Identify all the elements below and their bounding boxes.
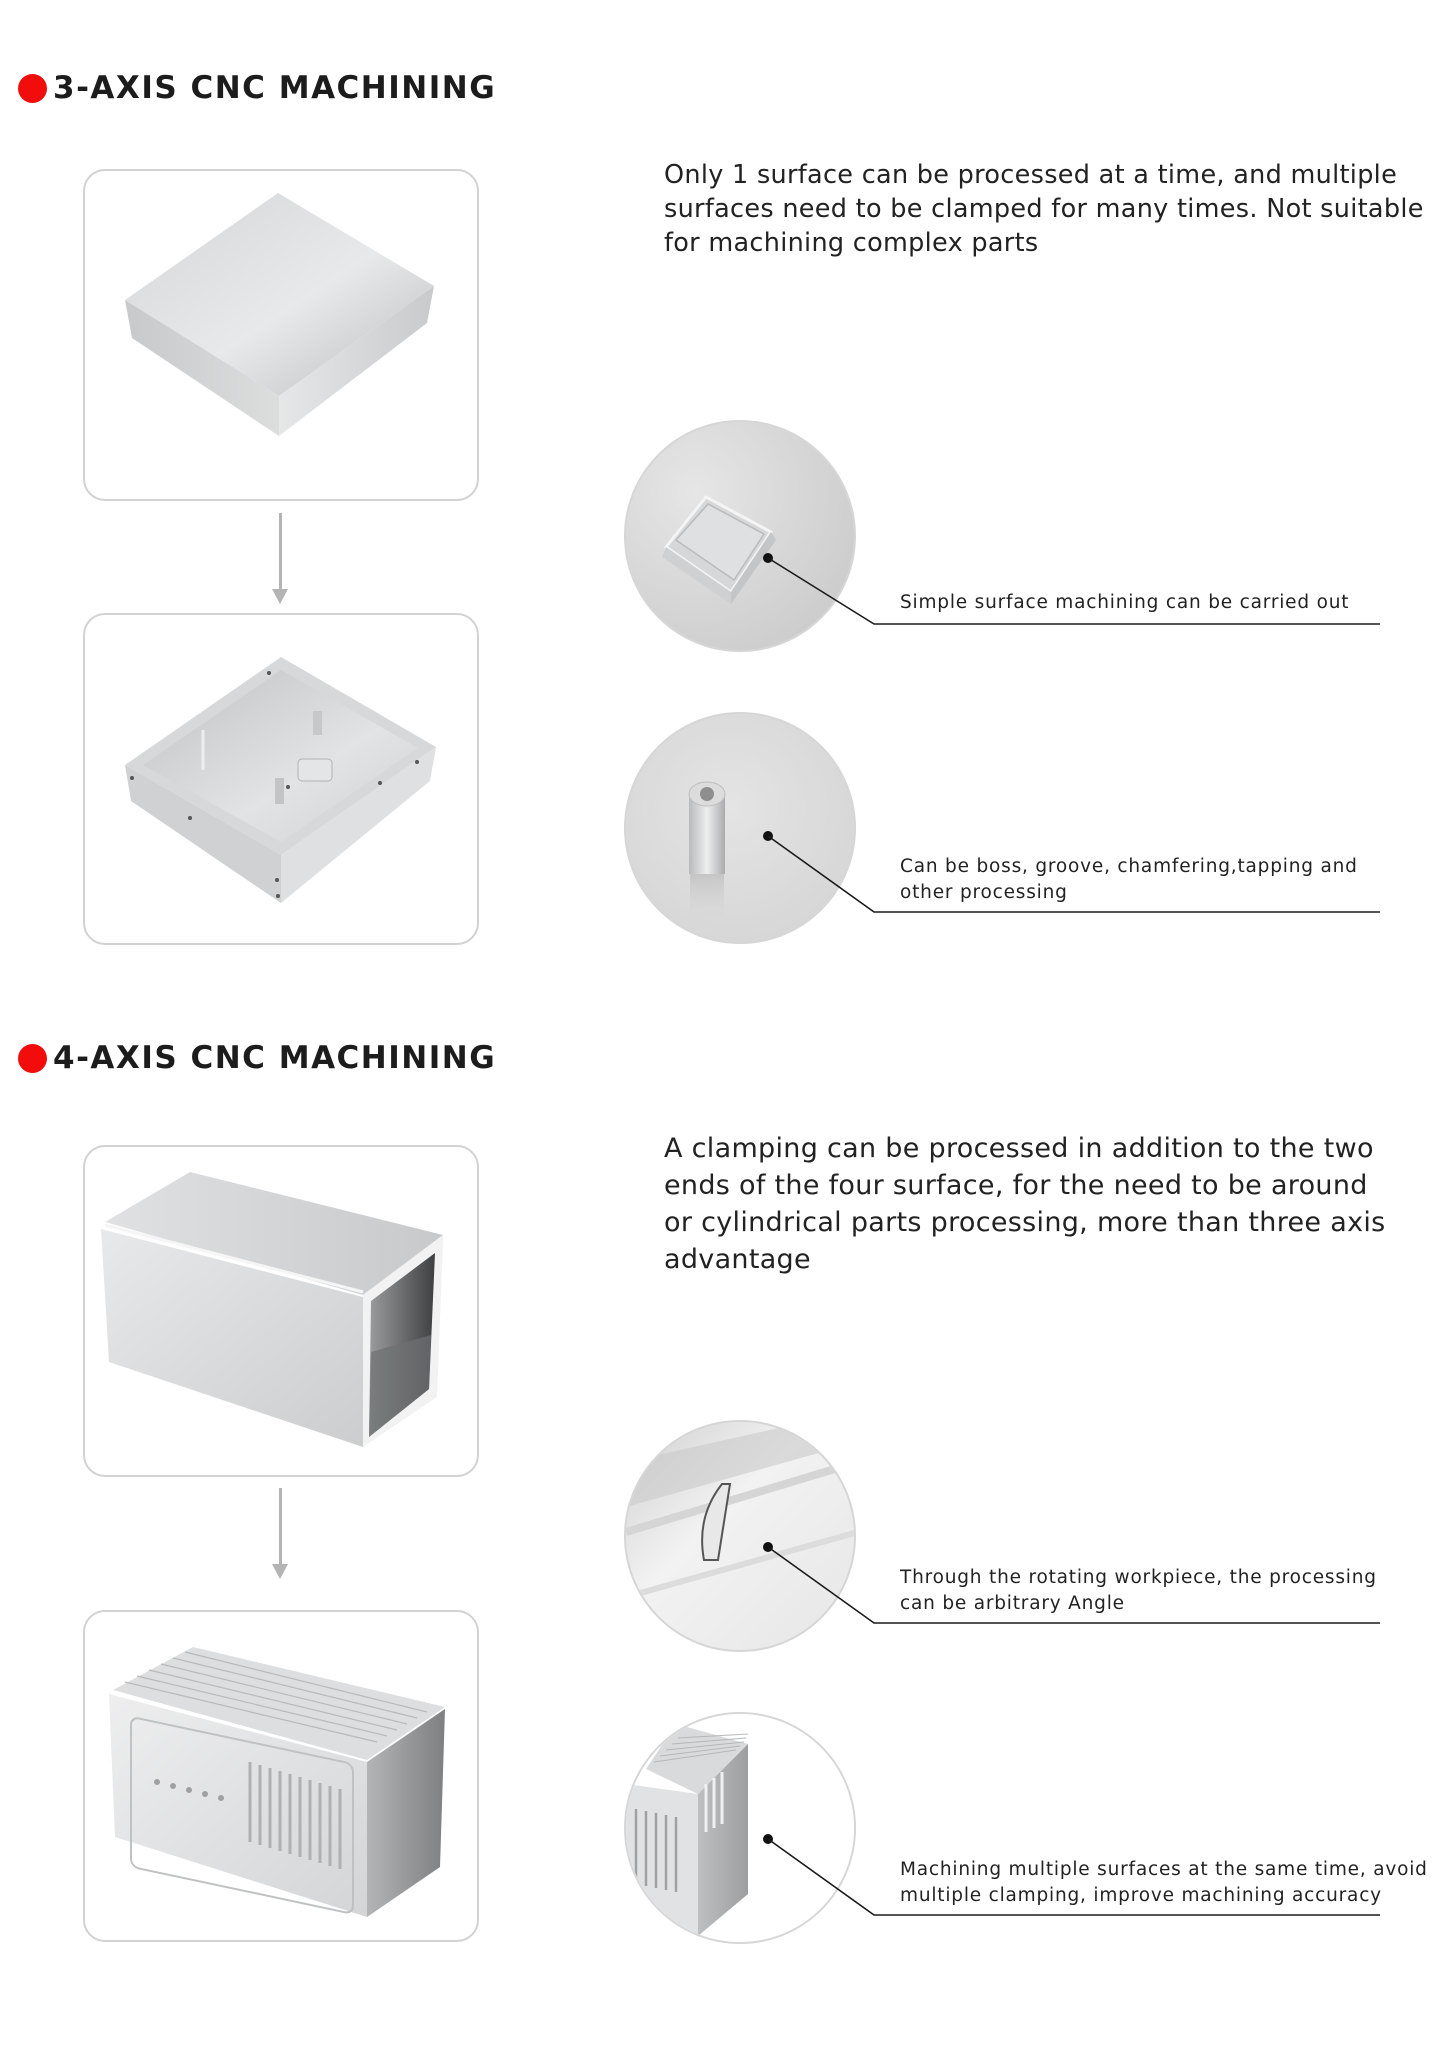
description-3-axis	[664, 158, 1424, 260]
leader-line	[622, 1420, 1451, 1660]
callout-rotating-workpiece	[622, 1420, 1451, 1660]
description-line: or cylindrical parts processing, more than three axis	[664, 1207, 1386, 1238]
note-line: Machining multiple surfaces at the same time, avoid	[900, 1859, 1428, 1880]
description-line: Only 1 surface can be processed at a time, and multiple	[664, 160, 1398, 190]
heading-text: 4-AXIS CNC MACHINING	[53, 1040, 497, 1076]
callout-multiple-surfaces	[622, 1712, 1451, 1952]
description-line: ends of the four surface, for the need to be around	[664, 1170, 1368, 1201]
description-line: surfaces need to be clamped for many times. Not suitable	[664, 194, 1424, 224]
leader-line	[622, 712, 1451, 952]
callout-note	[900, 854, 1358, 906]
note-line: can be arbitrary Angle	[900, 1593, 1125, 1614]
red-bullet-icon	[18, 1044, 47, 1073]
flow-arrow-down-icon	[279, 1488, 282, 1565]
description-4-axis	[664, 1130, 1424, 1278]
callout-simple-surface	[622, 420, 1451, 660]
note-line: Can be boss, groove, chamfering,tapping and	[900, 856, 1358, 877]
callout-note	[900, 590, 1349, 616]
callout-note	[900, 1857, 1428, 1909]
callout-note	[900, 1565, 1377, 1617]
solid-block-image	[85, 171, 479, 501]
heading-text: 3-AXIS CNC MACHINING	[53, 70, 497, 106]
note-line: multiple clamping, improve machining accuracy	[900, 1885, 1382, 1906]
note-line: Through the rotating workpiece, the processing	[900, 1567, 1377, 1588]
note-line: other processing	[900, 882, 1068, 903]
image-panel-machined-enclosure	[83, 613, 479, 945]
image-panel-square-tube	[83, 1145, 479, 1477]
image-panel-raw-block	[83, 169, 479, 501]
section-heading-4-axis	[18, 1038, 496, 1078]
description-line: for machining complex parts	[664, 228, 1039, 258]
heatsink-housing-image	[85, 1612, 479, 1942]
square-tube-image	[85, 1147, 479, 1477]
image-panel-heatsink-housing	[83, 1610, 479, 1942]
leader-line	[622, 1712, 1451, 1952]
leader-line	[622, 420, 1451, 660]
section-heading-3-axis	[18, 68, 496, 108]
description-line: advantage	[664, 1244, 811, 1275]
red-bullet-icon	[18, 74, 47, 103]
note-line: Simple surface machining can be carried out	[900, 592, 1350, 613]
flow-arrow-down-icon	[279, 513, 282, 590]
description-line: A clamping can be processed in addition to the two	[664, 1133, 1374, 1164]
callout-boss-groove	[622, 712, 1451, 952]
machined-enclosure-image	[85, 615, 479, 945]
